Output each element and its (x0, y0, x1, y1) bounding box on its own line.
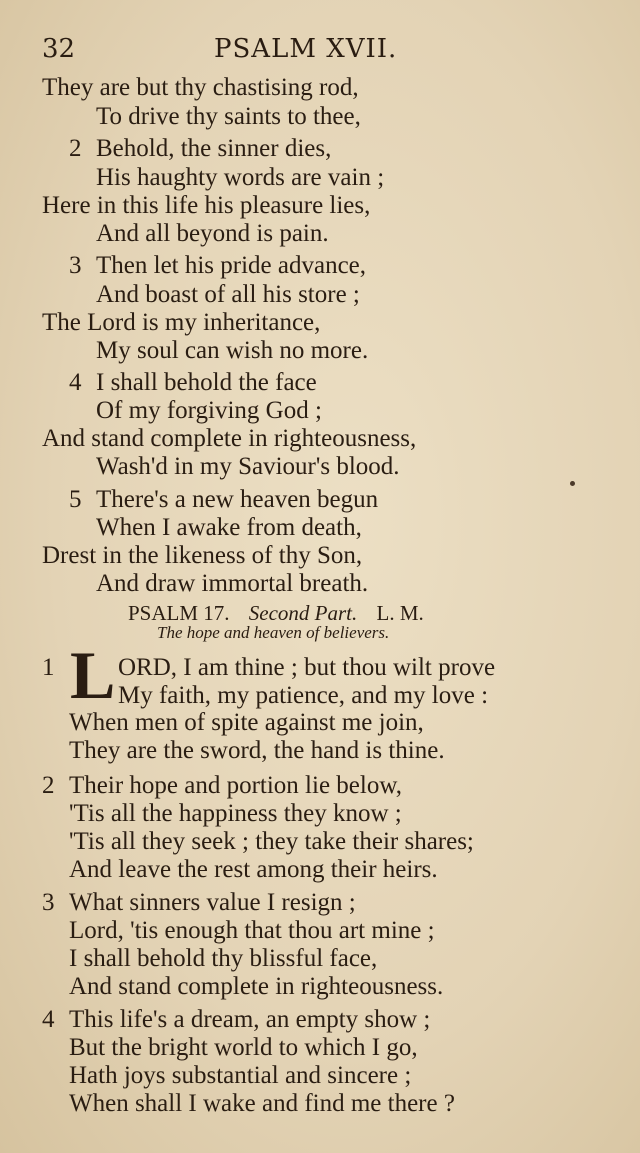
hymn-line: Drest in the likeness of thy Son, (42, 542, 363, 569)
hymn-line: 'Tis all the happiness they know ; (69, 800, 402, 827)
part-label: Second Part. (248, 601, 358, 625)
drop-cap: L (70, 637, 116, 713)
hymn-line: Hath joys substantial and sincere ; (69, 1062, 412, 1089)
hymn-line: This life's a dream, an empty show ; (69, 1006, 431, 1033)
hymn-line: My faith, my patience, and my love : (118, 682, 489, 709)
ink-speck (570, 481, 575, 486)
verse-number: 4 (42, 1006, 55, 1033)
hymn-line: Their hope and portion lie below, (69, 772, 403, 799)
hymn-line: And draw immortal breath. (96, 570, 369, 597)
section-subtitle: The hope and heaven of believers. (157, 623, 390, 642)
hymn-line: And stand complete in righteousness, (42, 425, 417, 452)
hymn-line: There's a new heaven begun (96, 486, 379, 513)
hymn-line: ORD, I am thine ; but thou wilt prove (118, 654, 496, 681)
hymn-line: But the bright world to which I go, (69, 1034, 418, 1061)
verse-number: 2 (42, 772, 55, 799)
hymn-line: When I awake from death, (96, 514, 362, 541)
hymn-line: And stand complete in righteousness. (69, 973, 444, 1000)
running-title: PSALM XVII. (214, 34, 398, 64)
page-number: 32 (42, 34, 76, 64)
hymn-line: They are the sword, the hand is thine. (69, 737, 445, 764)
hymn-line: Here in this life his pleasure lies, (42, 192, 371, 219)
verse-number: 3 (69, 252, 82, 279)
verse-number: 1 (42, 654, 55, 681)
hymn-line: Lord, 'tis enough that thou art mine ; (69, 917, 435, 944)
verse-number: 5 (69, 486, 82, 513)
metre-label: L. M. (376, 601, 424, 625)
hymn-line: When shall I wake and find me there ? (69, 1090, 455, 1117)
hymn-line: I shall behold thy blissful face, (69, 945, 378, 972)
hymn-line: 'Tis all they seek ; they take their shares; (69, 828, 474, 855)
hymn-line: When men of spite against me join, (69, 709, 424, 736)
hymn-line: And leave the rest among their heirs. (69, 856, 438, 883)
hymn-line: The Lord is my inheritance, (42, 309, 321, 336)
hymn-line: Then let his pride advance, (96, 252, 367, 279)
hymn-line: And all beyond is pain. (96, 220, 329, 247)
hymn-line: To drive thy saints to thee, (96, 103, 361, 130)
verse-number: 3 (42, 889, 55, 916)
hymn-line: Wash'd in my Saviour's blood. (96, 453, 400, 480)
hymn-line: And boast of all his store ; (96, 281, 360, 308)
hymn-line: What sinners value I resign ; (69, 889, 356, 916)
hymn-line: Of my forgiving God ; (96, 397, 322, 424)
hymn-line: His haughty words are vain ; (96, 164, 385, 191)
hymn-line: They are but thy chastising rod, (42, 74, 359, 101)
hymn-line: My soul can wish no more. (96, 337, 369, 364)
verse-number: 4 (69, 369, 82, 396)
psalm-number: PSALM 17. (128, 601, 230, 625)
hymn-line: I shall behold the face (96, 369, 317, 396)
verse-number: 2 (69, 135, 82, 162)
hymn-line: Behold, the sinner dies, (96, 135, 332, 162)
